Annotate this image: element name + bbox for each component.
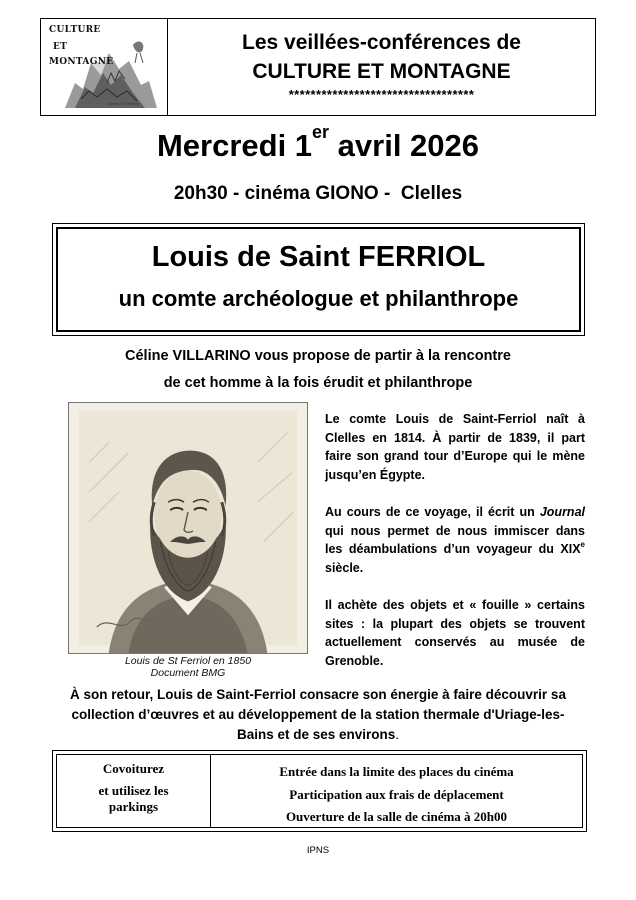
portrait-caption [68,655,308,679]
logo-text-line2: ET [53,42,68,52]
bio-p2-before: Au cours de ce voyage, il écrit un [325,504,540,519]
bio-paragraph-3: Il achète des objets et « fouille » certains sites : la plupart des objets se trouvent actuellement conservés au musée de Grenoble. [325,597,585,668]
practical-info-box [52,750,587,832]
stars-divider: ********************************** [288,87,475,102]
series-title [168,19,595,115]
speaker-intro [0,343,636,397]
portrait-image [68,402,308,654]
event-date-superscript: er [312,122,330,142]
talk-subtitle: un comte archéologue et philanthrope [118,286,519,311]
entry-line2: Participation aux frais de déplacement [289,786,504,802]
event-date [0,124,636,168]
logo-text-line3: MONTAGNE [49,57,114,67]
bio-paragraph-2 [325,503,585,577]
bio-paragraph-1: Le comte Louis de Saint-Ferriol naît à Clelles en 1814. À partir de 1839, il part faire son grand tour d’Europe qui le mène jusqu’en Égypte. [325,412,585,482]
speaker-intro-line1: Céline VILLARINO vous propose de partir à la rencontre [125,348,511,364]
footer-ipns: IPNS [306,845,330,856]
header-box [40,18,596,116]
bio-p2-middle: qui nous permet de nous immiscer dans les déambulations d’un voyageur du XIX [325,523,585,557]
logo-subtext: Clelles en Trièves [107,101,139,106]
closing-text-body: À son retour, Louis de Saint-Ferriol consacre son énergie à faire découvrir sa collection d’œuvres et au développement de la station thermale d'Uriage-les-Bains et de ses environs [70,687,566,742]
speaker-intro-line2: de cet homme à la fois érudit et philanthrope [163,375,473,391]
series-title-line2: CULTURE ET MONTAGNE [252,60,511,83]
portrait-caption-line1: Louis de St Ferriol en 1850 [124,655,252,667]
talk-title-inner [56,227,581,332]
carpool-line3: parkings [108,799,159,814]
bio-p2-journal: Journal [539,504,585,519]
event-date-prefix: Mercredi 1 [156,128,313,163]
bio-p2-after: siècle. [325,560,364,575]
entry-line1: Entrée dans la limite des places du cinéma [279,764,514,779]
bio-p2-superscript: e [580,540,585,550]
portrait-engraving-icon [69,403,307,653]
carpool-line2: et utilisez les [98,783,169,798]
entry-conditions [211,755,582,827]
entry-line3: Ouverture de la salle de cinéma à 20h00 [285,809,508,824]
portrait-caption-line2: Document BMG [150,667,226,679]
event-place: 20h30 - cinéma GIONO - Clelles [173,183,463,204]
closing-text-period: . [395,727,400,742]
carpool-note [57,755,211,827]
culture-et-montagne-logo [41,19,168,115]
series-title-line1: Les veillées-conférences de [242,31,521,54]
talk-title: Louis de Saint FERRIOL [151,241,486,273]
practical-info-inner [56,754,583,828]
event-date-suffix: avril 2026 [329,128,480,163]
closing-text [62,685,574,745]
biography-text [325,410,585,670]
carpool-line1: Covoiturez [102,761,165,776]
logo-text-line1: CULTURE [49,25,101,35]
talk-title-box [52,223,585,336]
